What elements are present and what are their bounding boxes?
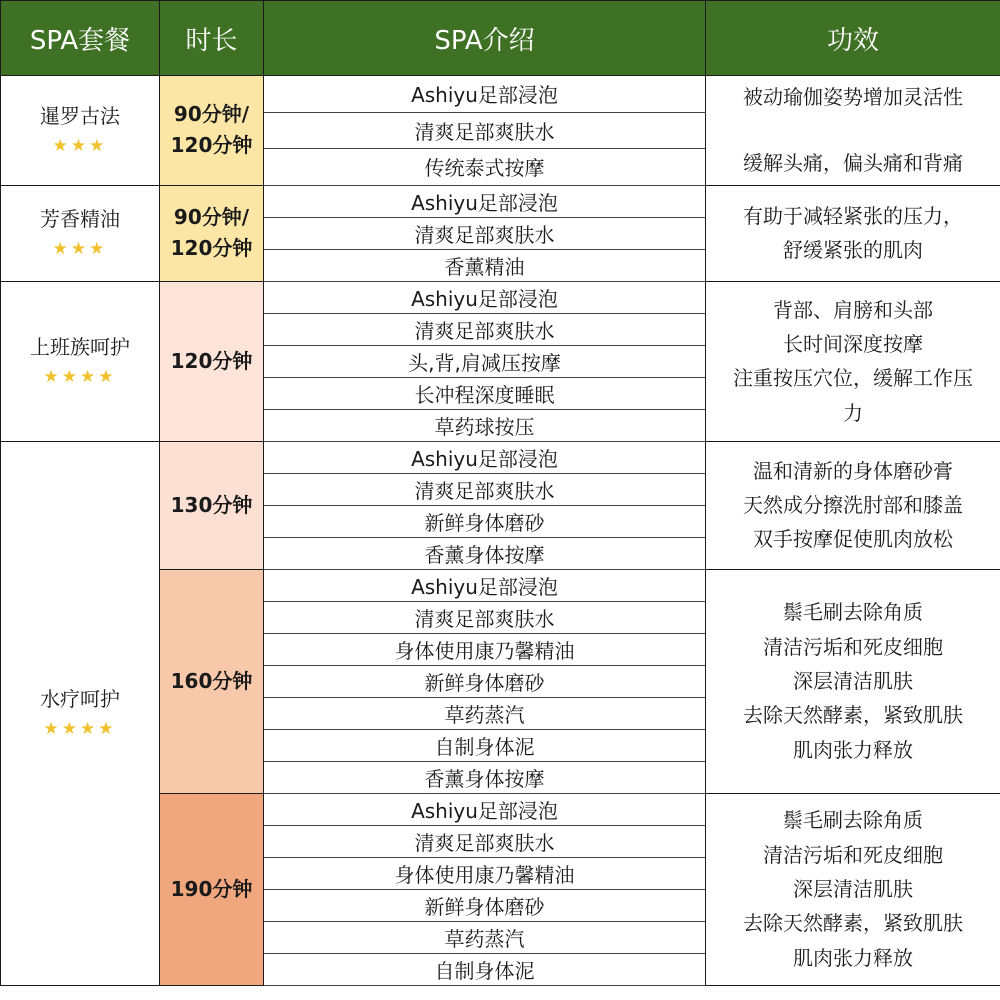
intro-item: 草药蒸汽 <box>264 921 706 953</box>
intro-item: 草药球按压 <box>264 409 706 441</box>
intro-item: 草药蒸汽 <box>264 697 706 729</box>
effect-line: 力 <box>843 400 863 425</box>
duration-text: 120分钟 <box>170 133 253 158</box>
effect-line: 天然成分擦洗肘部和膝盖 <box>743 493 963 518</box>
effect-cell <box>706 76 1000 186</box>
intro-item: 自制身体泥 <box>264 729 706 761</box>
intro-item: 清爽足部爽肤水 <box>264 112 706 149</box>
header-intro: SPA介绍 <box>264 1 706 76</box>
intro-item: 香薰精油 <box>264 249 706 281</box>
effect-cell <box>706 793 1000 985</box>
effect-line: 有助于减轻紧张的压力， <box>743 203 963 228</box>
duration-cell <box>160 793 264 985</box>
intro-item: 身体使用康乃馨精油 <box>264 633 706 665</box>
effect-line: 背部、肩膀和头部 <box>773 297 933 322</box>
duration-text: 90分钟/ <box>173 102 250 127</box>
intro-item: 清爽足部爽肤水 <box>264 313 706 345</box>
intro-item: 清爽足部爽肤水 <box>264 217 706 249</box>
effect-line: 长时间深度按摩 <box>783 331 923 356</box>
effect-line: 被动瑜伽姿势增加灵活性 <box>743 85 963 109</box>
effect-line: 去除天然酵素，紧致肌肤 <box>743 703 963 728</box>
intro-item: 新鲜身体磨砂 <box>264 505 706 537</box>
package-cell <box>1 185 160 281</box>
duration-text: 90分钟/ <box>173 205 250 230</box>
intro-item: 传统泰式按摩 <box>264 149 706 186</box>
effect-line: 舒缓紧张的肌肉 <box>783 238 923 263</box>
package-name: 上班族呵护 <box>30 335 130 360</box>
table-body <box>1 76 1000 986</box>
package-cell <box>1 281 160 441</box>
effect-line: 清洁污垢和死皮细胞 <box>763 842 943 867</box>
intro-item: 清爽足部爽肤水 <box>264 473 706 505</box>
header-row <box>1 1 1000 76</box>
star-rating-icon: ★★★ <box>52 239 108 260</box>
effect-line: 鬃毛刷去除角质 <box>783 808 923 833</box>
intro-item: 新鲜身体磨砂 <box>264 889 706 921</box>
effect-cell <box>706 281 1000 441</box>
intro-item: 香薰身体按摩 <box>264 537 706 569</box>
effect-cell <box>706 185 1000 281</box>
duration-text: 130分钟 <box>170 492 253 517</box>
star-rating-icon: ★★★★ <box>43 719 117 740</box>
effect-line: 注重按压穴位，缓解工作压 <box>733 366 973 391</box>
header-effect: 功效 <box>706 1 1000 76</box>
table-row <box>1 76 1000 113</box>
effect-line: 鬃毛刷去除角质 <box>783 600 923 625</box>
intro-item: Ashiyu足部浸泡 <box>264 76 706 113</box>
effect-spacer <box>716 114 990 146</box>
intro-item: Ashiyu足部浸泡 <box>264 185 706 217</box>
package-name: 暹罗古法 <box>40 104 120 129</box>
intro-item: Ashiyu足部浸泡 <box>264 793 706 825</box>
effect-line: 深层清洁肌肤 <box>793 669 913 694</box>
duration-cell <box>160 441 264 569</box>
package-name: 水疗呵护 <box>40 687 120 712</box>
table-row <box>1 441 1000 473</box>
intro-item: 新鲜身体磨砂 <box>264 665 706 697</box>
effect-line: 温和清新的身体磨砂膏 <box>753 458 953 483</box>
intro-item: Ashiyu足部浸泡 <box>264 281 706 313</box>
effect-cell <box>706 569 1000 793</box>
duration-cell <box>160 281 264 441</box>
table-row <box>1 185 1000 217</box>
duration-cell <box>160 76 264 186</box>
effect-line: 缓解头痛，偏头痛和背痛 <box>743 151 963 176</box>
effect-line: 双手按摩促使肌肉放松 <box>753 527 953 552</box>
intro-item: 长冲程深度睡眠 <box>264 377 706 409</box>
duration-text: 120分钟 <box>170 236 253 261</box>
effect-cell <box>706 441 1000 569</box>
effect-line: 清洁污垢和死皮细胞 <box>763 634 943 659</box>
effect-line: 深层清洁肌肤 <box>793 877 913 902</box>
effect-line: 肌肉张力释放 <box>793 737 913 762</box>
duration-text: 190分钟 <box>170 876 253 901</box>
duration-text: 120分钟 <box>170 348 253 373</box>
effect-line: 肌肉张力释放 <box>793 945 913 970</box>
star-rating-icon: ★★★★ <box>43 367 117 388</box>
duration-cell <box>160 569 264 793</box>
table-row <box>1 281 1000 313</box>
package-cell <box>1 76 160 186</box>
intro-item: 香薰身体按摩 <box>264 761 706 793</box>
package-name: 芳香精油 <box>40 207 120 232</box>
intro-item: 清爽足部爽肤水 <box>264 601 706 633</box>
intro-item: 自制身体泥 <box>264 953 706 985</box>
intro-item: 清爽足部爽肤水 <box>264 825 706 857</box>
effect-line: 去除天然酵素，紧致肌肤 <box>743 911 963 936</box>
intro-item: 身体使用康乃馨精油 <box>264 857 706 889</box>
duration-cell <box>160 185 264 281</box>
duration-text: 160分钟 <box>170 668 253 693</box>
header-duration: 时长 <box>160 1 264 76</box>
intro-item: 头,背,肩减压按摩 <box>264 345 706 377</box>
header-package: SPA套餐 <box>1 1 160 76</box>
intro-item: Ashiyu足部浸泡 <box>264 441 706 473</box>
package-cell <box>1 441 160 985</box>
star-rating-icon: ★★★ <box>52 136 108 157</box>
intro-item: Ashiyu足部浸泡 <box>264 569 706 601</box>
